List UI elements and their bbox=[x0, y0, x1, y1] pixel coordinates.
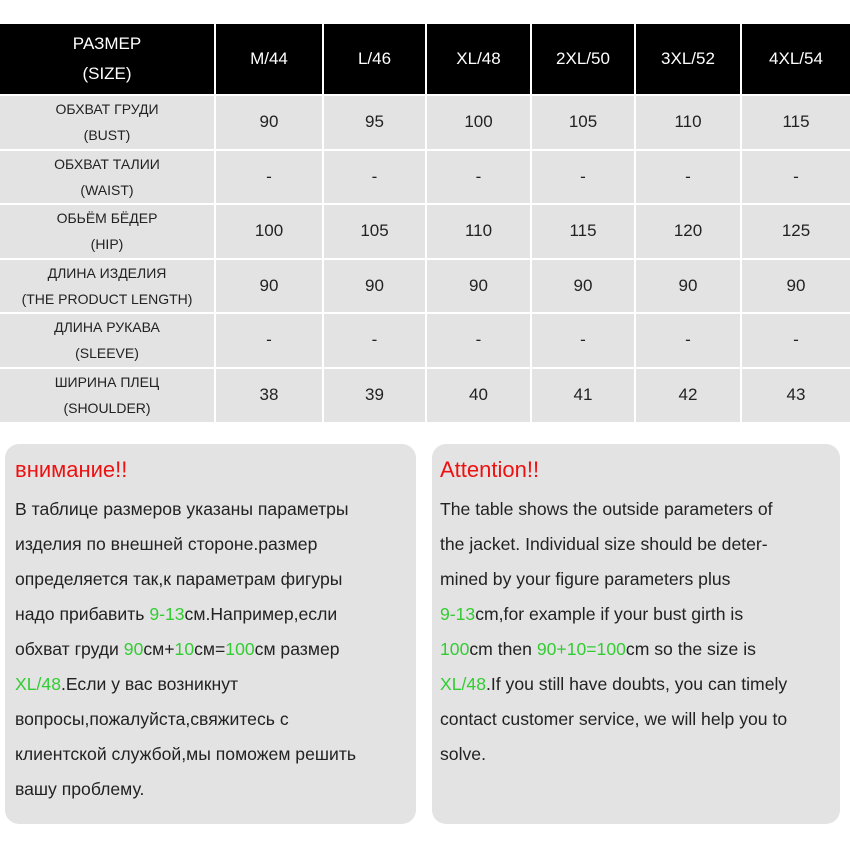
note-text: см= bbox=[194, 639, 226, 659]
note-text: см.Например,если bbox=[184, 604, 338, 624]
size-header-cell: M/44 bbox=[215, 24, 323, 95]
measurement-value: 39 bbox=[323, 368, 426, 423]
size-table-row bbox=[0, 368, 850, 423]
highlighted-value: 9-13 bbox=[440, 604, 476, 624]
attention-title-russian: внимание!! bbox=[15, 457, 128, 482]
measurement-value: - bbox=[531, 313, 635, 368]
measurement-label: ОБХВАТ ГРУДИ (BUST) bbox=[0, 95, 215, 150]
note-line bbox=[15, 632, 406, 667]
size-table-row bbox=[0, 313, 850, 368]
measurement-value: 90 bbox=[741, 259, 850, 314]
highlighted-value: 10 bbox=[174, 639, 195, 659]
measurement-value: - bbox=[323, 313, 426, 368]
note-line bbox=[440, 737, 830, 772]
note-text: определяется так,к параметрам фигуры bbox=[15, 569, 343, 589]
measurement-value: 38 bbox=[215, 368, 323, 423]
measurement-value: - bbox=[426, 313, 531, 368]
measurement-value: 105 bbox=[323, 204, 426, 259]
measurement-value: - bbox=[215, 150, 323, 205]
measurement-value: 95 bbox=[323, 95, 426, 150]
note-text: клиентской службой,мы поможем решить bbox=[15, 744, 357, 764]
note-text: обхват груди bbox=[15, 639, 124, 659]
note-text: cm so the size is bbox=[625, 639, 756, 659]
note-text: cm,for example if your bust girth is bbox=[475, 604, 744, 624]
note-line bbox=[15, 492, 406, 527]
note-text: The table shows the outside parameters of bbox=[440, 499, 773, 519]
note-text: cm then bbox=[469, 639, 537, 659]
size-table-row bbox=[0, 259, 850, 314]
note-text: .Если у вас возникнут bbox=[60, 674, 239, 694]
note-line bbox=[15, 667, 406, 702]
note-text: contact customer service, we will help you to bbox=[440, 709, 788, 729]
measurement-label: ОБЬЁМ БЁДЕР (HIP) bbox=[0, 204, 215, 259]
note-text: вашу проблему. bbox=[15, 779, 145, 799]
measurement-value: - bbox=[215, 313, 323, 368]
measurement-value: 115 bbox=[741, 95, 850, 150]
note-line bbox=[15, 702, 406, 737]
note-text: изделия по внешней стороне.размер bbox=[15, 534, 318, 554]
measurement-value: 100 bbox=[215, 204, 323, 259]
measurement-value: 90 bbox=[531, 259, 635, 314]
measurement-value: 90 bbox=[635, 259, 741, 314]
size-header-cell: 3XL/52 bbox=[635, 24, 741, 95]
highlighted-value: 9-13 bbox=[149, 604, 185, 624]
note-text: см размер bbox=[254, 639, 340, 659]
measurement-value: 90 bbox=[426, 259, 531, 314]
note-text: надо прибавить bbox=[15, 604, 150, 624]
highlighted-value: XL/48 bbox=[15, 674, 61, 694]
measurement-value: - bbox=[741, 150, 850, 205]
measurement-value: - bbox=[635, 313, 741, 368]
note-text: .If you still have doubts, you can timely bbox=[485, 674, 788, 694]
attention-title-english: Attention!! bbox=[440, 457, 540, 482]
highlighted-value: 100 bbox=[440, 639, 470, 659]
measurement-value: 115 bbox=[531, 204, 635, 259]
size-header-cell: XL/48 bbox=[426, 24, 531, 95]
note-line bbox=[440, 527, 830, 562]
size-header-row bbox=[0, 24, 850, 95]
note-text: mined by your figure parameters plus bbox=[440, 569, 731, 589]
measurement-value: - bbox=[531, 150, 635, 205]
size-header-cell: 4XL/54 bbox=[741, 24, 850, 95]
note-line bbox=[440, 562, 830, 597]
highlighted-value: XL/48 bbox=[440, 674, 486, 694]
measurement-value: 90 bbox=[215, 95, 323, 150]
note-line bbox=[440, 632, 830, 667]
measurement-value: 90 bbox=[215, 259, 323, 314]
note-line bbox=[15, 562, 406, 597]
attention-body-russian bbox=[15, 492, 406, 807]
size-header-label: РАЗМЕР (SIZE) bbox=[0, 24, 215, 95]
measurement-value: 110 bbox=[426, 204, 531, 259]
note-line bbox=[15, 597, 406, 632]
measurement-label: ОБХВАТ ТАЛИИ (WAIST) bbox=[0, 150, 215, 205]
measurement-value: 110 bbox=[635, 95, 741, 150]
measurement-value: 105 bbox=[531, 95, 635, 150]
attention-note-english bbox=[432, 444, 840, 824]
size-table-row bbox=[0, 204, 850, 259]
size-header-cell: L/46 bbox=[323, 24, 426, 95]
measurement-value: - bbox=[426, 150, 531, 205]
note-text: см+ bbox=[143, 639, 175, 659]
measurement-value: - bbox=[635, 150, 741, 205]
highlighted-value: 90 bbox=[123, 639, 144, 659]
size-header-cell: 2XL/50 bbox=[531, 24, 635, 95]
measurement-label: ДЛИНА РУКАВА (SLEEVE) bbox=[0, 313, 215, 368]
note-line bbox=[440, 667, 830, 702]
note-text: вопросы,пожалуйста,свяжитесь с bbox=[15, 709, 289, 729]
note-line bbox=[440, 597, 830, 632]
size-table-row bbox=[0, 95, 850, 150]
size-chart-table bbox=[0, 24, 850, 422]
measurement-value: 100 bbox=[426, 95, 531, 150]
note-line bbox=[440, 492, 830, 527]
measurement-label: ДЛИНА ИЗДЕЛИЯ (THE PRODUCT LENGTH) bbox=[0, 259, 215, 314]
note-text: В таблице размеров указаны параметры bbox=[15, 499, 349, 519]
size-table-row bbox=[0, 150, 850, 205]
note-text: the jacket. Individual size should be deter- bbox=[440, 534, 768, 554]
measurement-value: - bbox=[741, 313, 850, 368]
measurement-value: 41 bbox=[531, 368, 635, 423]
measurement-value: 90 bbox=[323, 259, 426, 314]
note-line bbox=[440, 702, 830, 737]
measurement-value: 125 bbox=[741, 204, 850, 259]
note-line bbox=[15, 737, 406, 772]
measurement-value: 120 bbox=[635, 204, 741, 259]
note-line bbox=[15, 772, 406, 807]
measurement-value: 43 bbox=[741, 368, 850, 423]
measurement-value: - bbox=[323, 150, 426, 205]
note-line bbox=[15, 527, 406, 562]
highlighted-value: 90+10=100 bbox=[536, 639, 626, 659]
highlighted-value: 100 bbox=[225, 639, 255, 659]
attention-body-english bbox=[440, 492, 830, 772]
attention-note-russian bbox=[5, 444, 416, 824]
measurement-value: 42 bbox=[635, 368, 741, 423]
note-text: solve. bbox=[440, 744, 486, 764]
measurement-label: ШИРИНА ПЛЕЦ (SHOULDER) bbox=[0, 368, 215, 423]
measurement-value: 40 bbox=[426, 368, 531, 423]
